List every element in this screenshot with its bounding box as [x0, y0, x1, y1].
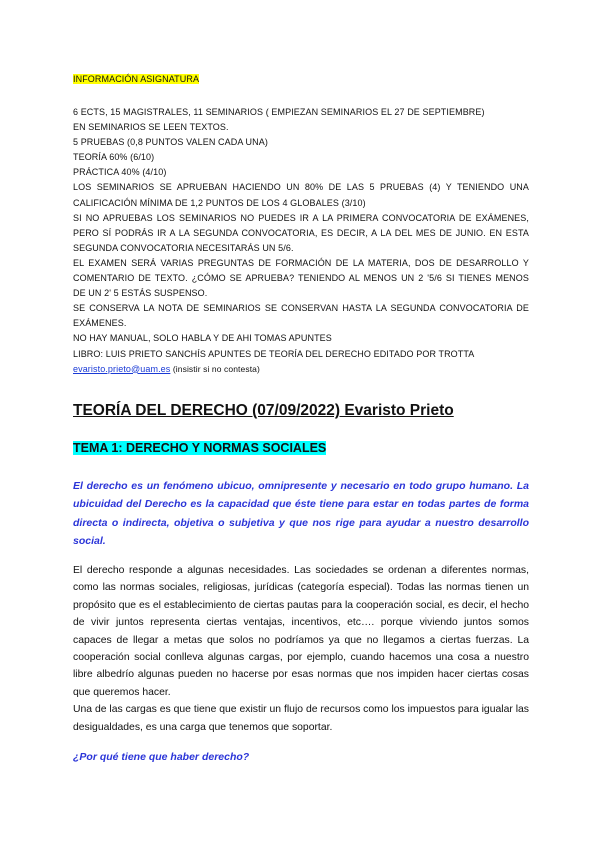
info-line: 6 ECTS, 15 MAGISTRALES, 11 SEMINARIOS ( EMPIEZAN SEMINARIOS EL 27 DE SEPTIEMBRE) — [73, 107, 485, 117]
info-line: EN SEMINARIOS SE LEEN TEXTOS. — [73, 122, 229, 133]
email-link[interactable]: evaristo.prieto@uam.es — [73, 363, 171, 374]
email-line — [73, 362, 529, 377]
info-line: NO HAY MANUAL, SOLO HABLA Y DE AHI TOMAS APUNTES — [73, 333, 332, 344]
info-line: COMENTARIO DE TEXTO. ¿CÓMO SE APRUEBA? TENIENDO AL MENOS UN 2 '5/6 SI TIENES MENOS — [73, 273, 529, 284]
info-line: EL EXAMEN SERÁ VARIAS PREGUNTAS DE FORMACIÓN DE LA MATERIA, DOS DE DESARROLLO Y — [73, 257, 529, 268]
info-line: CALIFICACIÓN MÍNIMA DE 1,2 PUNTOS DE LOS 4 GLOBALES (3/10) — [73, 197, 366, 208]
info-line: SE CONSERVA LA NOTA DE SEMINARIOS SE CONSERVAN HASTA LA SEGUNDA CONVOCATORIA DE — [73, 303, 529, 314]
info-line: DE UN 2' 5 ESTÁS SUSPENSO. — [73, 288, 208, 299]
info-line: SEGUNDA CONVOCATORIA NECESITARÁS UN 5/6. — [73, 242, 294, 253]
section-heading — [73, 441, 326, 455]
paragraph: Una de las cargas es que tiene que existir un flujo de recursos como los impuestos para igualar las desigualdades, es una carga que tenemos que soportar. — [73, 704, 529, 733]
body-text — [73, 562, 529, 736]
email-note: (insistir si no contesta) — [170, 363, 260, 374]
course-info-block — [73, 105, 529, 377]
section-heading-text: TEMA 1: DERECHO Y NORMAS SOCIALES — [73, 441, 327, 455]
intro-paragraph: El derecho es un fenómeno ubicuo, omnipresente y necesario en todo grupo humano. La ubicuidad del Derecho es la capacidad que éste tiene para estar en todas partes de forma directa o indirecta, objetiva o subjetiva y que nos rige para ayudar a nuestro desarrollo social. — [73, 480, 529, 547]
info-line: SI NO APRUEBAS LOS SEMINARIOS NO PUEDES IR A LA PRIMERA CONVOCATORIA DE EXÁMENES, — [73, 212, 529, 223]
info-heading — [73, 74, 199, 84]
info-line: PERO SÍ PODRÁS IR A LA SEGUNDA CONVOCATORIA, ES DECIR, A LA DEL MES DE JUNIO. EN ESTA — [73, 227, 529, 238]
info-line: 5 PRUEBAS (0,8 PUNTOS VALEN CADA UNA) — [73, 137, 268, 148]
question-heading: ¿Por qué tiene que haber derecho? — [73, 751, 250, 763]
page-title: TEORÍA DEL DERECHO (07/09/2022) Evaristo Prieto — [73, 402, 454, 419]
info-line: LIBRO: LUIS PRIETO SANCHÍS APUNTES DE TEORÍA DEL DERECHO EDITADO POR TROTTA — [73, 348, 475, 359]
info-line: LOS SEMINARIOS SE APRUEBAN HACIENDO UN 80% DE LAS 5 PRUEBAS (4) Y TENIENDO UNA — [73, 182, 529, 193]
info-line: TEORÍA 60% (6/10) — [73, 152, 155, 163]
info-heading-text: INFORMACIÓN ASIGNATURA — [73, 74, 200, 84]
info-line: EXÁMENES. — [73, 318, 127, 329]
paragraph: El derecho responde a algunas necesidades. Las sociedades se ordenan a diferentes normas, como las normas sociales, religiosas, jurídicas (categoría especial). Todas las normas tienen un propósito que es el establecimiento de ciertas pautas para la cooperación social, es decir, el hecho de vivir juntos representa ciertas ventajas, incentivos, etc…. porque viviendo juntos somos capaces de llegar a metas que solos no podríamos ya que no llegamos a ciertas fuerzas. La cooperación social conlleva algunas cargas, por ejemplo, cuando hacemos una cosa a nuestro libre albedrío algunas pueden no hacerse por esas normas que nos impiden hacer ciertas cosas que queremos hacer. — [73, 565, 529, 698]
info-line: PRÁCTICA 40% (4/10) — [73, 167, 167, 178]
